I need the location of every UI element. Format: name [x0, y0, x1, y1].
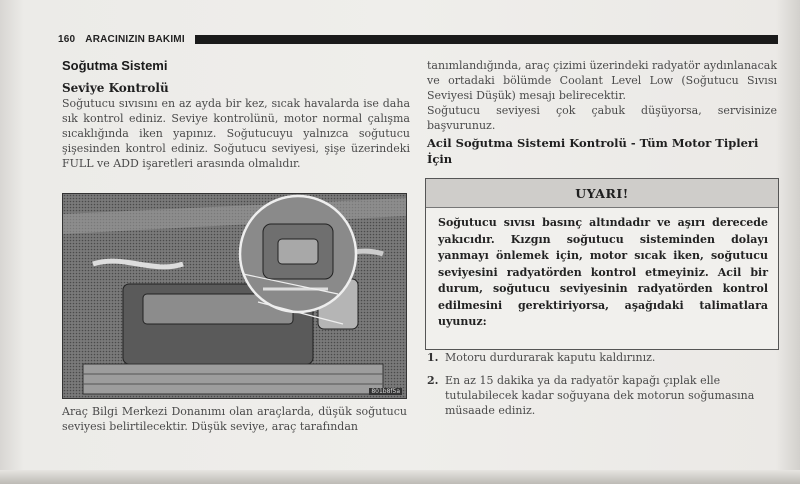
step-item: [427, 373, 777, 418]
warning-light-paragraph: tanımlandığında, araç çizimi üzerindeki radyatör aydınlanacak ve ortadaki bölümde Coolant Level Low (Soğutucu Sıvısı Seviyesi Düşük) mesajı belirecektir.: [427, 59, 777, 102]
emergency-check-heading: Acil Soğutma Sistemi Kontrolü - Tüm Motor Tipleri İçin: [427, 136, 759, 166]
step-item: [427, 350, 777, 365]
step-number: 1.: [427, 351, 439, 364]
page-edge-shadow: [0, 470, 800, 484]
service-paragraph: Soğutucu seviyesi çok çabuk düşüyorsa, servisinize başvurunuz.: [427, 104, 777, 132]
caption-text: Araç Bilgi Merkezi Donanımı olan araçlarda, düşük soğutucu seviyesi belirtilecektir. Düşük seviye, araç tarafından: [62, 405, 407, 433]
subsection-title: Seviye Kontrolü: [62, 81, 169, 95]
page-number: 160: [58, 33, 76, 45]
level-check-paragraph: Soğutucu sıvısını en az ayda bir kez, sıcak havalarda ise daha sık kontrol ediniz. Seviye kontrolünü, motor normal çalışma sıcaklığında iken yapınız. Soğutucuyu yalnızca soğutucu şişesinden kontrol ediniz. Soğutucu seviyesi, şişe üzerindeki FULL ve ADD işaretleri arasında olmalıdır.: [62, 97, 410, 170]
left-column: [62, 58, 410, 171]
warning-box: [425, 178, 779, 350]
engine-drawing: [63, 194, 406, 398]
step-number: 2.: [427, 374, 439, 387]
page-header: [58, 32, 778, 46]
chapter-title: ARACINIZIN BAKIMI: [85, 33, 185, 45]
header-rule: [195, 35, 778, 44]
figure-code: 801b8f5a: [371, 388, 400, 395]
figure-caption: [62, 404, 407, 434]
warning-text: Soğutucu sıvısı basınç altındadır ve aşırı derecede yakıcıdır. Kızgın soğutucu sisteminden dolayı yanmayı önlemek için, motor sıcak iken, soğutucu seviyesini radyatörden kontrol etmeyiniz. Acil bir durum, soğutucu seviyesinin radyatörden kontrol edilmesini gerektiriyorsa, aşağıdaki talimatlara uyunuz:: [438, 216, 768, 328]
right-column: [427, 58, 777, 167]
step-text: Motoru durdurarak kaputu kaldırınız.: [445, 351, 656, 364]
section-title: Soğutma Sistemi: [62, 58, 168, 73]
instruction-steps: [427, 350, 777, 426]
engine-bay-illustration: [62, 193, 407, 399]
step-text: En az 15 dakika ya da radyatör kapağı çıplak elle tutulabilecek kadar soğuyana dek motorun soğumasına müsaade ediniz.: [445, 374, 755, 417]
warning-title: UYARI!: [426, 179, 778, 208]
